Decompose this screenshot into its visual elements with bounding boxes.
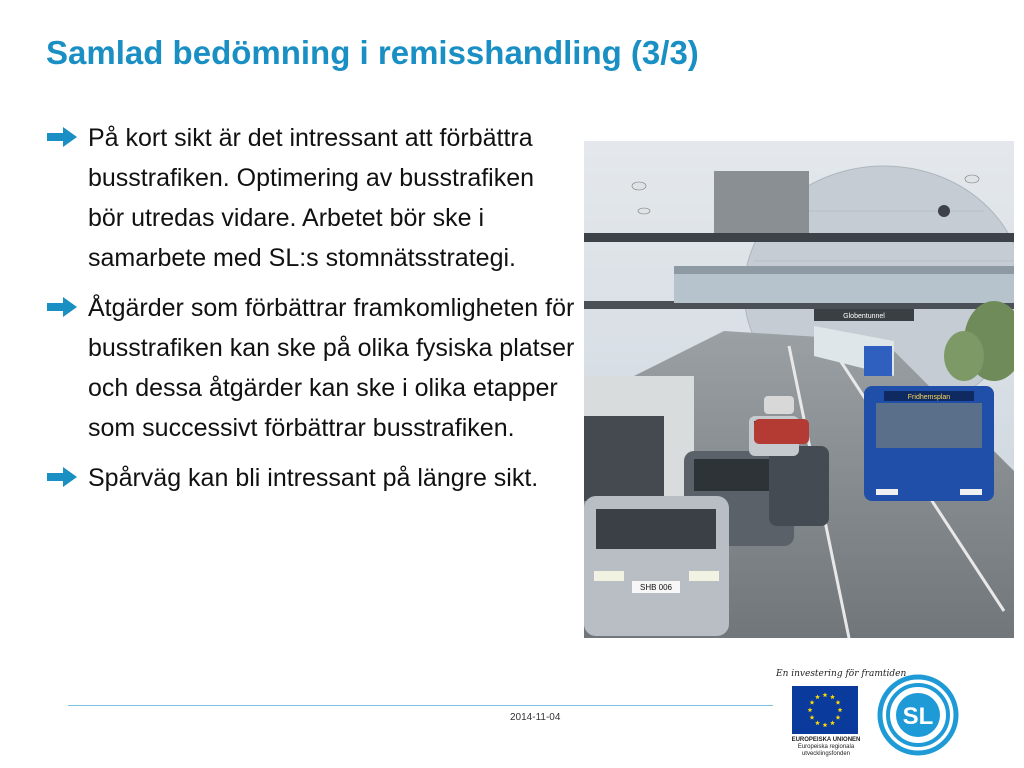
arrow-right-icon xyxy=(46,295,84,319)
bullet-list xyxy=(46,118,576,508)
eu-line-2: utvecklingsfonden xyxy=(801,751,851,757)
arrow-right-icon xyxy=(46,465,84,489)
bullet-item xyxy=(46,118,576,278)
eu-line-1: Europeiska regionala xyxy=(797,744,855,750)
bullet-item xyxy=(46,458,576,498)
eu-tagline: En investering för framtiden xyxy=(776,669,907,679)
footer-divider xyxy=(68,705,773,706)
footer-date: 2014-11-04 xyxy=(510,712,561,723)
bullet-text: På kort sikt är det intressant att förbättra busstrafiken. Optimering av busstrafiken bör utredas vidare. Arbetet bör ske i samarbete med SL:s stomnätsstrategi. xyxy=(88,124,535,272)
eu-caption xyxy=(786,737,866,758)
road-sign: Globentunnel xyxy=(843,313,885,320)
traffic-photo xyxy=(584,141,1014,638)
eu-flag-icon xyxy=(792,686,858,734)
bullet-item xyxy=(46,288,576,448)
eu-title: EUROPEISKA UNIONEN xyxy=(791,737,861,743)
sl-logo xyxy=(876,673,960,757)
arrow-right-icon xyxy=(46,125,84,149)
bullet-text: Spårväg kan bli intressant på längre sikt. xyxy=(88,464,539,492)
slide-title: Samlad bedömning i remisshandling (3/3) xyxy=(46,34,699,71)
license-plate: SHB 006 xyxy=(639,583,673,592)
bus-destination: Fridhemsplan xyxy=(907,394,951,401)
sl-logo-text: SL xyxy=(902,703,934,730)
bullet-text: Åtgärder som förbättrar framkomligheten för busstrafiken kan ske på olika fysiska platser och dessa åtgärder kan ske i olika etapper som successivt förbättrar busstrafiken. xyxy=(88,294,575,442)
